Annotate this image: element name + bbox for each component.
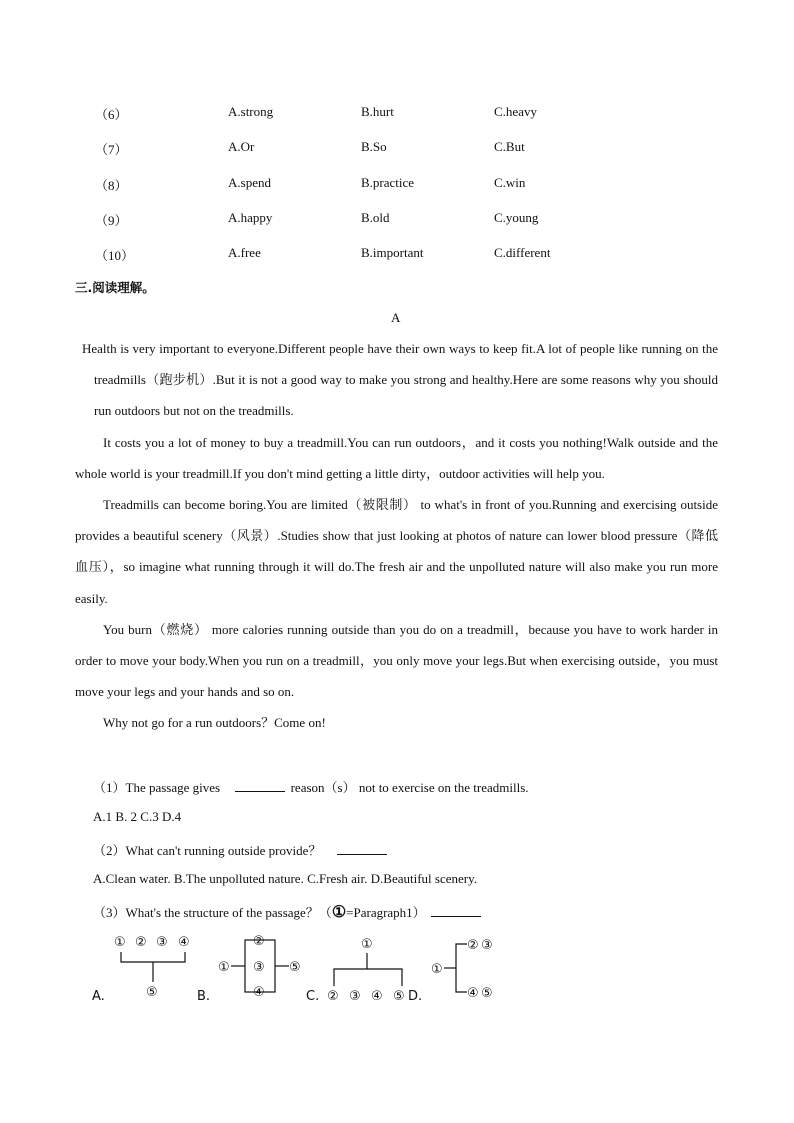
option-row-9 — [0, 210, 794, 230]
question-number: （7） — [95, 142, 128, 157]
question-1 — [93, 777, 529, 796]
option-row-6 — [0, 104, 794, 124]
question-3-suffix: =Paragraph1） — [346, 905, 426, 920]
passage-label: A — [391, 310, 401, 325]
structure-diagrams — [90, 928, 690, 1008]
b-circle-4: ④ — [253, 985, 265, 1000]
question-3-prefix: （3）What's the structure of the passage？（ — [93, 905, 332, 920]
d-circle-3: ③ — [481, 938, 493, 953]
option-c: C.win — [494, 175, 526, 190]
a-circle-4: ④ — [178, 935, 190, 950]
d-bracket — [456, 944, 467, 992]
option-a: A.strong — [228, 104, 274, 119]
answer-blank-1[interactable] — [235, 779, 285, 792]
paragraph-1: Health is very important to everyone.Different people have their own ways to keep fit.A lot of people like running on the treadmills（跑步机）.But it is not a good way to make you strong and healthy.Here are some reasons why you should run outdoors but not on the treadmills. — [82, 341, 718, 419]
option-b: B.old — [361, 210, 390, 225]
paragraph-5: Why not go for a run outdoors？Come on! — [103, 715, 326, 730]
option-a: A.Or — [228, 139, 255, 154]
c-bracket — [334, 969, 402, 986]
section-title: 三.阅读理解。 — [75, 280, 155, 295]
option-a-label: A. — [92, 989, 105, 1004]
option-a: A.happy — [228, 210, 273, 225]
b-circle-5: ⑤ — [289, 960, 301, 975]
b-circle-3: ③ — [253, 960, 265, 975]
d-circle-4: ④ — [467, 986, 479, 1001]
question-1-suffix: reason（s） not to exercise on the treadmills. — [290, 780, 529, 795]
question-1-prefix: （1）The passage gives — [93, 780, 221, 795]
c-circle-5: ⑤ — [393, 989, 405, 1004]
option-c: C.heavy — [494, 104, 537, 119]
question-3 — [93, 902, 483, 922]
c-circle-3: ③ — [349, 989, 361, 1004]
option-b: B.important — [361, 245, 424, 260]
c-circle-2: ② — [327, 989, 339, 1004]
question-number: （6） — [95, 107, 128, 122]
d-circle-1: ① — [431, 962, 443, 977]
option-row-10 — [0, 245, 794, 265]
question-2-options: A.Clean water. B.The unpolluted nature. C.Fresh air. D.Beautiful scenery. — [93, 871, 478, 886]
paragraph-1-circle: ① — [331, 904, 347, 921]
option-b: B.So — [361, 139, 387, 154]
option-b: B.hurt — [361, 104, 394, 119]
option-b-label: B. — [197, 989, 211, 1004]
d-circle-5: ⑤ — [481, 986, 493, 1001]
option-d-label: D. — [408, 989, 423, 1004]
question-2 — [93, 840, 389, 859]
a-circle-2: ② — [135, 935, 147, 950]
paragraph-4: You burn（燃烧） more calories running outside than you do on a treadmill，because you have to work harder in order to move your body.When you run on a treadmill，you only move your legs.But when exercising outside，you must move your legs and your hands and so on. — [75, 622, 718, 700]
paragraph-3: Treadmills can become boring.You are limited（被限制） to what's in front of you.Running and exercising outside provides a beautiful scenery（风景）.Studies show that just looking at photos of nature can lower blood pressure（降低血压），so imagine what running through it will do.The fresh air and the unpolluted nature will also make you run more easily. — [75, 497, 718, 606]
answer-blank-3[interactable] — [431, 904, 481, 917]
question-number: （9） — [95, 213, 128, 228]
option-row-7 — [0, 139, 794, 159]
a-bracket — [121, 952, 185, 962]
b-circle-1: ① — [218, 960, 230, 975]
c-circle-4: ④ — [371, 989, 383, 1004]
paragraph-2: It costs you a lot of money to buy a treadmill.You can run outdoors，and it costs you nothing!Walk outside and the whole world is your treadmill.If you don't mind getting a little dirty，outdoor activities will help you. — [75, 435, 718, 482]
c-circle-1: ① — [361, 937, 373, 952]
a-circle-5: ⑤ — [146, 985, 158, 1000]
option-c: C.different — [494, 245, 551, 260]
option-c-label: C. — [306, 989, 320, 1004]
b-circle-2: ② — [253, 934, 265, 949]
a-circle-3: ③ — [156, 935, 168, 950]
option-c: C.young — [494, 210, 539, 225]
a-circle-1: ① — [114, 935, 126, 950]
option-b: B.practice — [361, 175, 415, 190]
option-a: A.free — [228, 245, 261, 260]
option-row-8 — [0, 175, 794, 195]
option-c: C.But — [494, 139, 525, 154]
d-circle-2: ② — [467, 938, 479, 953]
question-2-text: （2）What can't running outside provide？ — [93, 843, 322, 858]
question-1-options: A.1 B. 2 C.3 D.4 — [93, 809, 182, 824]
question-number: （8） — [95, 178, 128, 193]
option-a: A.spend — [228, 175, 271, 190]
question-number: （10） — [95, 248, 135, 263]
answer-blank-2[interactable] — [337, 842, 387, 855]
